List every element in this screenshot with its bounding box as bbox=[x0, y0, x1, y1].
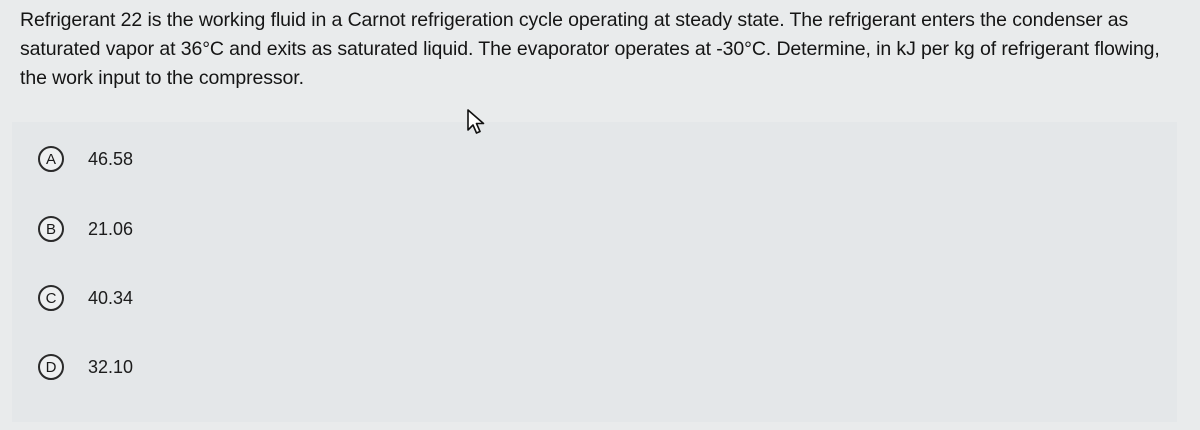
option-b-value: 21.06 bbox=[88, 218, 134, 239]
option-c-value: 40.34 bbox=[88, 287, 134, 308]
question-text: Refrigerant 22 is the working fluid in a Carnot refrigeration cycle operating at steady state. The refrigerant enters the condenser as saturated vapor at 36°C and exits as saturated liquid. The evaporator operates at -30°C. Determine, in kJ per kg of refrigerant flowing, the work input to the compressor. bbox=[20, 9, 1160, 89]
option-d-letter-badge: D bbox=[38, 354, 64, 380]
option-a[interactable] bbox=[38, 144, 133, 174]
option-d[interactable] bbox=[38, 352, 133, 382]
option-a-letter-badge: A bbox=[38, 146, 64, 172]
option-d-value: 32.10 bbox=[88, 356, 134, 377]
option-c[interactable] bbox=[38, 283, 133, 313]
answer-options-panel bbox=[12, 122, 1177, 422]
option-b-letter-badge: B bbox=[38, 216, 64, 242]
mouse-pointer-icon bbox=[466, 108, 488, 136]
option-a-value: 46.58 bbox=[88, 148, 134, 169]
option-c-letter-badge: C bbox=[38, 285, 64, 311]
option-b[interactable] bbox=[38, 214, 133, 244]
